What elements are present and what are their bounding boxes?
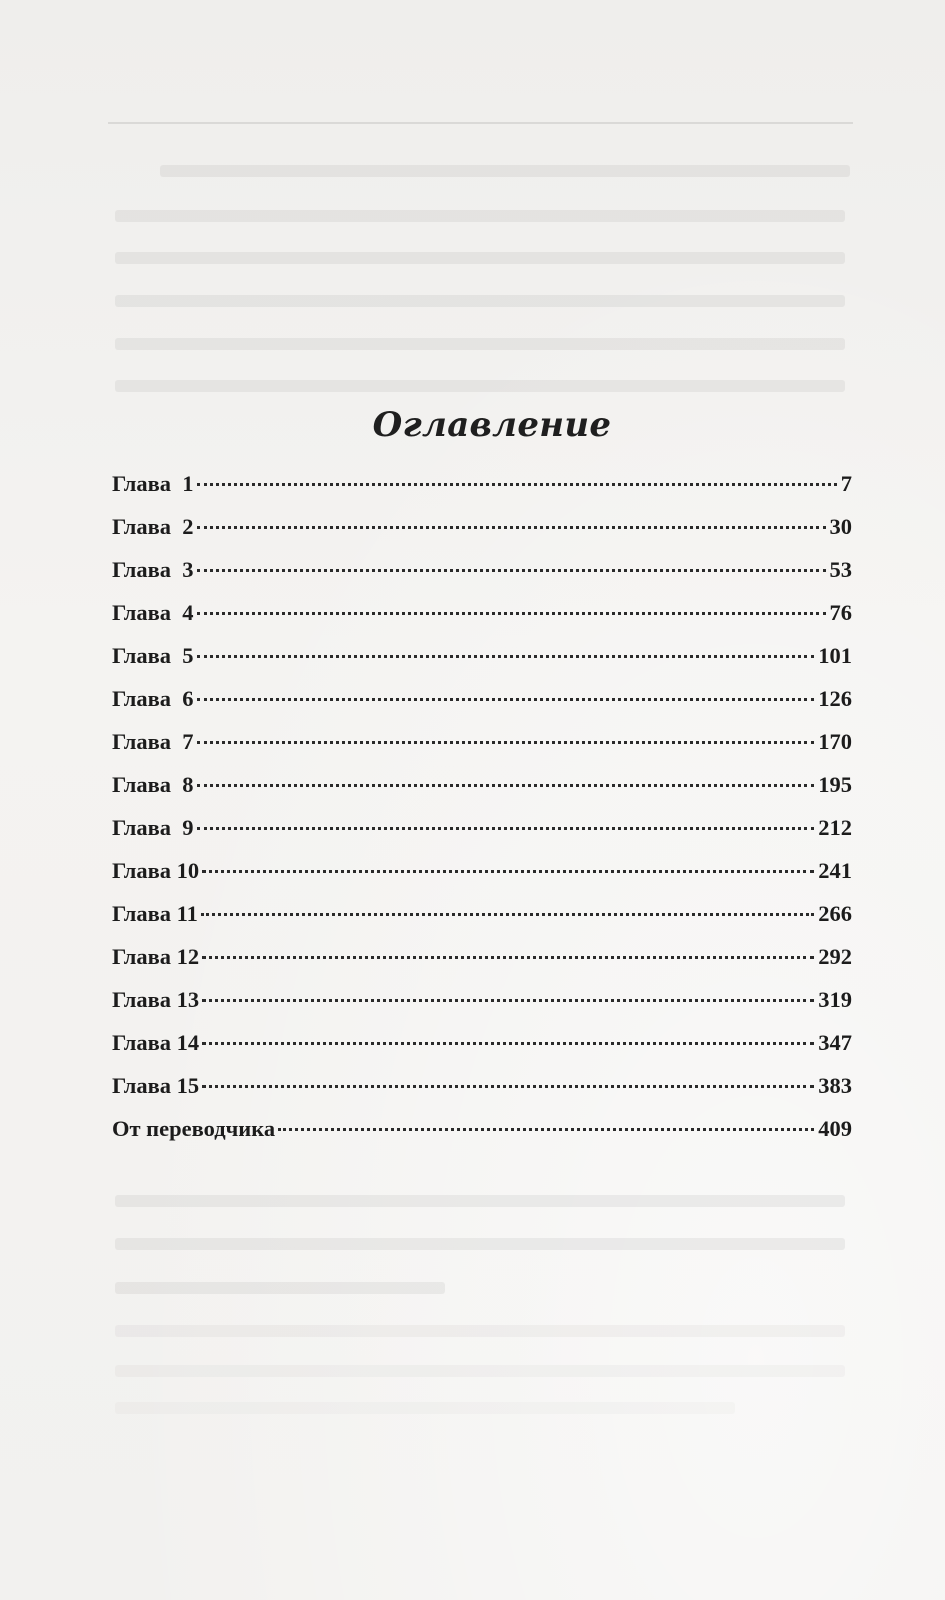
bleed-through-line: [160, 165, 850, 177]
toc-leader-dots: [197, 741, 815, 744]
bleed-through-line: [115, 1282, 445, 1294]
bleed-through-line: [115, 1238, 845, 1250]
toc-entry-page-number: 292: [818, 944, 852, 969]
bleed-through-line: [115, 338, 845, 350]
toc-entry: [112, 858, 852, 901]
toc-entry: [112, 1116, 852, 1159]
toc-entry-page-number: 409: [818, 1116, 852, 1141]
toc-leader-dots: [197, 655, 815, 658]
toc-leader-dots: [197, 483, 837, 486]
toc-entry: [112, 686, 852, 729]
toc-entry: [112, 1073, 852, 1116]
toc-entry: [112, 729, 852, 772]
toc-entry-label: Глава 10: [112, 858, 200, 883]
toc-entry-page-number: 53: [829, 557, 852, 582]
bleed-through-line: [115, 380, 845, 392]
toc-entry: [112, 600, 852, 643]
toc-entry-page-number: 266: [818, 901, 852, 926]
toc-entry: [112, 514, 852, 557]
toc-entry-label: Глава 8: [112, 772, 194, 797]
bleed-through-line: [115, 1325, 845, 1337]
toc-leader-dots: [197, 612, 826, 615]
toc-entry-label: Глава 6: [112, 686, 194, 711]
toc-entry-page-number: 170: [818, 729, 852, 754]
toc-entry: [112, 815, 852, 858]
toc-entry-page-number: 30: [829, 514, 852, 539]
toc-entry-page-number: 101: [818, 643, 852, 668]
toc-entry-label: Глава 13: [112, 987, 200, 1012]
toc-entry: [112, 557, 852, 600]
bleed-through-header-rule: [108, 122, 853, 124]
bleed-through-line: [115, 210, 845, 222]
bleed-through-line: [115, 1402, 735, 1414]
toc-entry-label: Глава 2: [112, 514, 194, 539]
toc-entry-label: Глава 3: [112, 557, 194, 582]
toc-entry: [112, 944, 852, 987]
toc-entry-label: Глава 12: [112, 944, 200, 969]
toc-leader-dots: [197, 526, 826, 529]
toc-leader-dots: [202, 999, 814, 1002]
toc-entry-page-number: 126: [818, 686, 852, 711]
toc-entry: [112, 901, 852, 944]
toc-entry-label: От переводчика: [112, 1116, 276, 1141]
toc-entry-page-number: 195: [818, 772, 852, 797]
toc-entry-page-number: 7: [840, 471, 852, 496]
toc-entry-label: Глава 14: [112, 1030, 200, 1055]
toc-entry: [112, 643, 852, 686]
toc-entry-label: Глава 9: [112, 815, 194, 840]
toc-entry: [112, 772, 852, 815]
toc-leader-dots: [197, 698, 815, 701]
bleed-through-line: [115, 295, 845, 307]
toc-leader-dots: [202, 1042, 814, 1045]
toc-entry-page-number: 241: [818, 858, 852, 883]
toc-entry-label: Глава 4: [112, 600, 194, 625]
toc-title: Оглавление: [372, 405, 612, 445]
toc-leader-dots: [201, 913, 814, 916]
toc-leader-dots: [197, 784, 815, 787]
bleed-through-line: [115, 252, 845, 264]
bleed-through-line: [115, 1365, 845, 1377]
table-of-contents: [112, 405, 852, 1159]
toc-leader-dots: [197, 569, 826, 572]
toc-entry: [112, 471, 852, 514]
toc-entry-label: Глава 1: [112, 471, 194, 496]
toc-entry-page-number: 319: [818, 987, 852, 1012]
toc-entry-page-number: 212: [818, 815, 852, 840]
toc-entry-page-number: 76: [829, 600, 852, 625]
toc-entry-label: Глава 15: [112, 1073, 200, 1098]
toc-list: [112, 471, 852, 1159]
bleed-through-line: [115, 1195, 845, 1207]
toc-leader-dots: [202, 870, 814, 873]
toc-entry-page-number: 383: [818, 1073, 852, 1098]
toc-entry-page-number: 347: [818, 1030, 852, 1055]
toc-leader-dots: [278, 1128, 814, 1131]
toc-entry-label: Глава 7: [112, 729, 194, 754]
toc-entry-label: Глава 11: [112, 901, 198, 926]
toc-entry: [112, 987, 852, 1030]
toc-leader-dots: [197, 827, 815, 830]
toc-entry: [112, 1030, 852, 1073]
toc-leader-dots: [202, 1085, 814, 1088]
toc-leader-dots: [202, 956, 814, 959]
toc-entry-label: Глава 5: [112, 643, 194, 668]
